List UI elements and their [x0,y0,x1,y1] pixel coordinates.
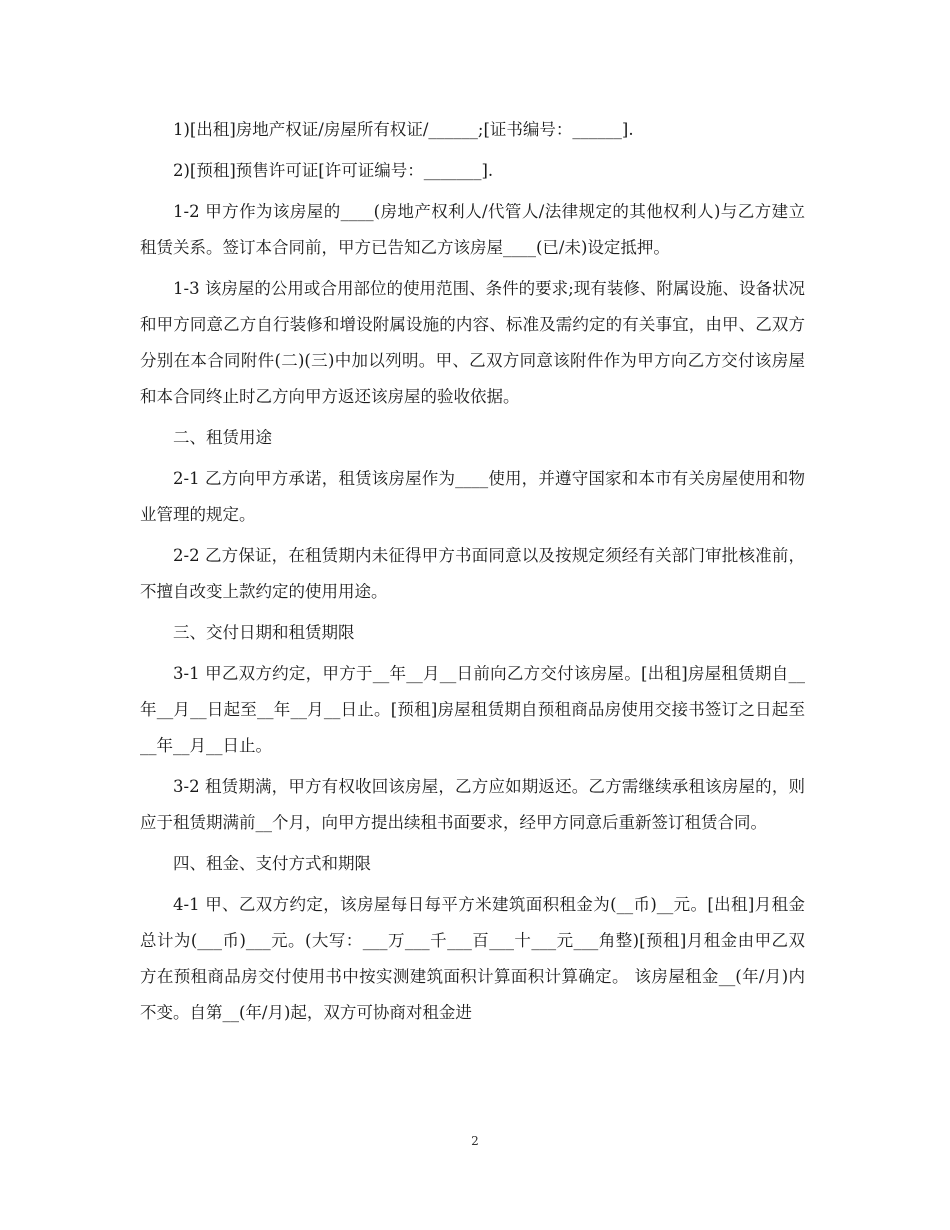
paragraph-1-3: 1-3 该房屋的公用或合用部位的使用范围、条件的要求;现有装修、附属设施、设备状况和甲方同意乙方自行装修和增设附属设施的内容、标准及需约定的有关事宜，由甲、乙双方分别在本合同附件(二)(三)中加以列明。甲、乙双方同意该附件作为甲方向乙方交付该房屋和本合同终止时乙方向甲方返还该房屋的验收依据。 [140,279,805,406]
page-number: 2 [471,1134,479,1148]
document-body [140,112,805,1036]
paragraph-3-1: 3-1 甲乙双方约定，甲方于__年__月__日前向乙方交付该房屋。[出租]房屋租赁期自__年__月__日起至__年__月__日止。[预租]房屋租赁期自预租商品房使用交接书签订之日起至__年__月__日止。 [140,664,805,755]
paragraph-1-1-presale: 2)[预租]预售许可证[许可证编号：_______]. [173,161,494,180]
section-heading-4: 四、租金、支付方式和期限 [173,854,371,873]
section-heading-3: 三、交付日期和租赁期限 [173,623,355,642]
paragraph-1-2: 1-2 甲方作为该房屋的____(房地产权利人/代管人/法律规定的其他权利人)与乙方建立租赁关系。签订本合同前，甲方已告知乙方该房屋____(已/未)设定抵押。 [140,202,805,257]
paragraph-4-1: 4-1 甲、乙双方约定，该房屋每日每平方米建筑面积租金为(__币)__元。[出租]月租金总计为(___币)___元。(大写：___万___千___百___十___元___角整)[预租]月租金由甲乙双方在预租商品房交付使用书中按实测建筑面积计算面积计算确定。 该房屋租金__(年/月)内不变。自第__(年/月)起，双方可协商对租金进 [140,895,805,1022]
paragraph-2-1: 2-1 乙方向甲方承诺，租赁该房屋作为____使用，并遵守国家和本市有关房屋使用和物业管理的规定。 [140,469,805,524]
paragraph-2-2: 2-2 乙方保证，在租赁期内未征得甲方书面同意以及按规定须经有关部门审批核准前，不擅自改变上款约定的使用用途。 [140,546,805,601]
paragraph-1-1-deed: 1)[出租]房地产权证/房屋所有权证/______;[证书编号：______]. [173,120,634,139]
section-heading-2: 二、租赁用途 [173,428,272,447]
paragraph-3-2: 3-2 租赁期满，甲方有权收回该房屋，乙方应如期返还。乙方需继续承租该房屋的，则应于租赁期满前__个月，向甲方提出续租书面要求，经甲方同意后重新签订租赁合同。 [140,777,805,832]
